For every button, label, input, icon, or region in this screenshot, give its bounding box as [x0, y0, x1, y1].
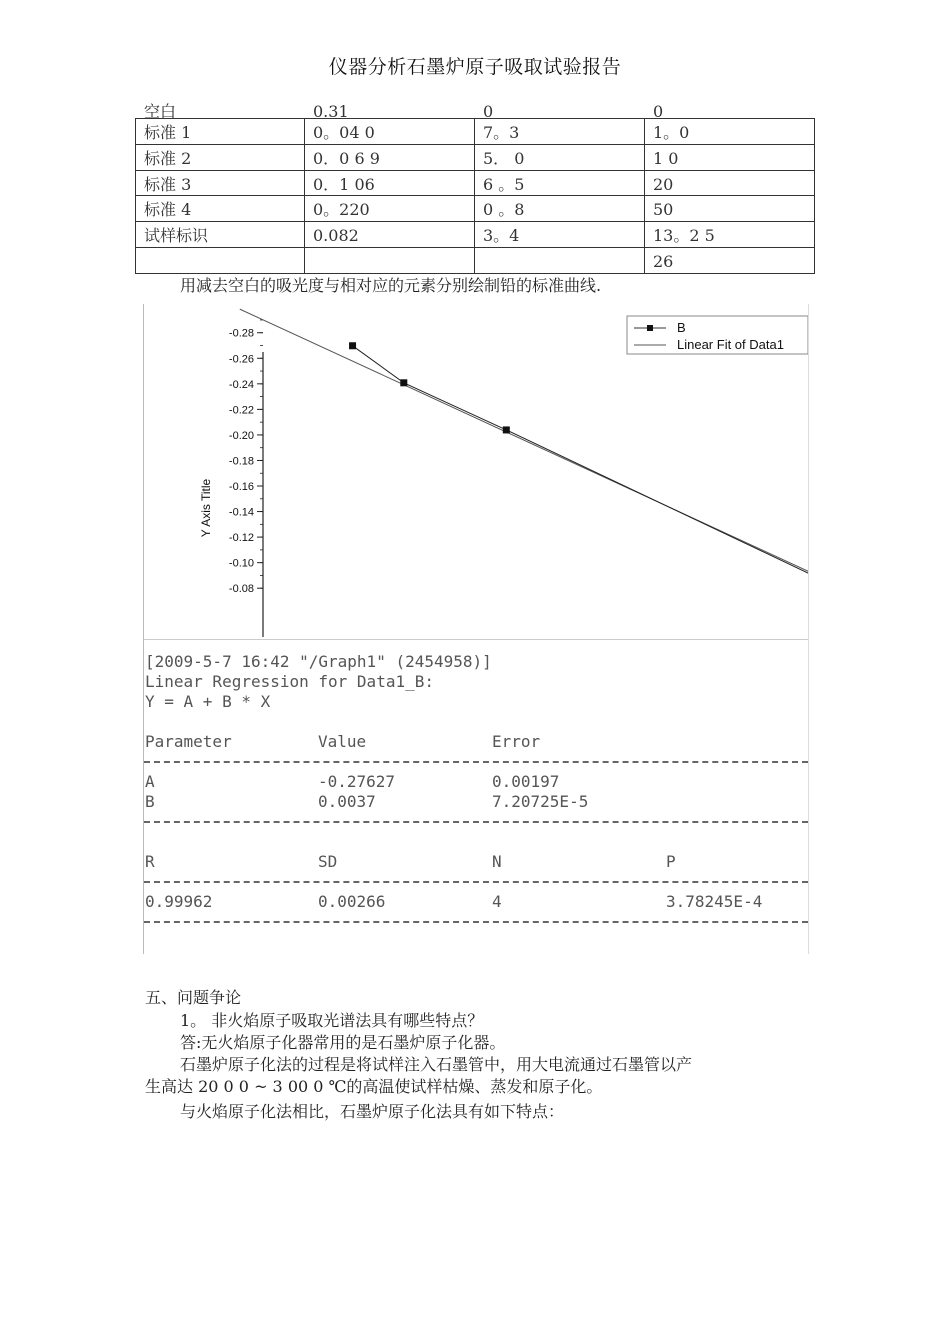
y-tick-label: -0.24: [228, 378, 254, 391]
divider: [144, 881, 808, 883]
page-title: 仪器分析石墨炉原子吸取试验报告: [328, 56, 622, 78]
table-rule: [304, 118, 305, 273]
table-rule: [474, 118, 475, 273]
param-header-parameter: Parameter: [145, 732, 232, 751]
table-cell-concentration: 0: [653, 102, 664, 121]
paragraph-line: 石墨炉原子化法的过程是将试样注入石墨管中，用大电流通过石墨管以产: [180, 1055, 693, 1074]
y-tick-label: -0.18: [228, 455, 254, 468]
table-cell-label: 标准 2: [144, 149, 192, 168]
table-cell-concentration: 50: [653, 200, 674, 219]
table-rule: [135, 118, 136, 273]
divider: [144, 761, 808, 763]
table-rule: [135, 170, 815, 171]
stat-header-p: P: [666, 852, 676, 871]
chart-legend: [627, 316, 808, 354]
table-row: [135, 221, 815, 247]
regression-header: [2009-5-7 16:42 "/Graph1" (2454958)]: [145, 652, 492, 671]
regression-equation: Y = A + B * X: [145, 692, 271, 711]
y-tick-label: -0.22: [228, 404, 254, 417]
table-cell-value-2: [474, 247, 644, 273]
y-tick-label: -0.20: [228, 429, 254, 442]
y-tick-label: -0.26: [228, 353, 254, 366]
table-row: [135, 247, 815, 273]
answer-1: 答:无火焰原子化器常用的是石墨炉原子化器。: [180, 1033, 506, 1052]
table-cell-absorbance: 0．0 6 9: [313, 149, 380, 168]
stat-value-sd: 0.00266: [318, 892, 386, 911]
table-cell-value-2: 7。3: [483, 123, 520, 142]
table-row: [135, 170, 815, 196]
table-cell-label: 标准 4: [144, 200, 192, 219]
table-cell-value-2: 5． 0: [483, 149, 525, 168]
section-heading: 五、问题争论: [145, 988, 242, 1007]
table-cell-concentration: 20: [653, 175, 674, 194]
stat-value-n: 4: [492, 892, 502, 911]
row-a-value: -0.27627: [318, 772, 396, 791]
table-row: [135, 118, 815, 144]
param-header-value: Value: [318, 732, 367, 751]
stat-header-sd: SD: [318, 852, 338, 871]
y-tick-label: -0.28: [228, 327, 254, 340]
standard-curve-chart: [144, 304, 808, 640]
table-cell-label: 标准 1: [144, 123, 192, 142]
y-tick-label: -0.08: [228, 583, 254, 596]
series-b-point: [400, 379, 407, 386]
table-cell-label: [135, 247, 304, 273]
table-rule: [644, 118, 645, 273]
series-b-point: [503, 426, 510, 433]
table-cell-absorbance: 0。220: [313, 200, 370, 219]
stat-value-p: 3.78245E-4: [666, 892, 763, 911]
regression-output: [144, 639, 808, 955]
table-cell-concentration: 1。0: [653, 123, 690, 142]
table-cell-label: 标准 3: [144, 175, 192, 194]
paragraph-line: 生高达 20 0 0 ~ 3 00 0 ℃的高温使试样枯燥、蒸发和原子化。: [145, 1077, 603, 1096]
table-cell-concentration: 1 0: [653, 149, 679, 168]
table-cell-value-2: 0 。8: [483, 200, 525, 219]
table-rule: [135, 118, 815, 119]
table-cell-absorbance: 0．1 06: [313, 175, 375, 194]
table-cell-absorbance: 0.31: [313, 102, 349, 121]
y-tick-label: -0.14: [228, 506, 254, 519]
table-cell-value-2: 6 。5: [483, 175, 525, 194]
table-cell-value-2: 3。4: [483, 226, 520, 245]
row-a-error: 0.00197: [492, 772, 560, 791]
table-cell-absorbance: 0.082: [313, 226, 359, 245]
series-b-line: [353, 346, 808, 576]
divider: [144, 921, 808, 923]
table-row: [135, 195, 815, 221]
row-b-name: B: [145, 792, 155, 811]
y-tick-label: -0.16: [228, 481, 254, 494]
table-row: [135, 144, 815, 170]
table-cell-absorbance: 0。04 0: [313, 123, 375, 142]
table-rule: [135, 221, 815, 222]
regression-method: Linear Regression for Data1_B:: [145, 672, 434, 691]
curve-intro-text: 用减去空白的吸光度与相对应的元素分别绘制铅的标准曲线.: [180, 276, 602, 295]
stat-value-r: 0.99962: [145, 892, 213, 911]
divider: [144, 821, 808, 823]
legend-fit-label: Linear Fit of Data1: [677, 337, 784, 352]
table-cell-concentration: 26: [653, 252, 674, 271]
table-rule: [814, 118, 815, 273]
series-b-point: [349, 342, 356, 349]
y-axis-label: Y Axis Title: [199, 478, 213, 538]
row-b-error: 7.20725E-5: [492, 792, 589, 811]
table-cell-concentration: 13。2 5: [653, 226, 715, 245]
table-rule: [135, 247, 815, 248]
stat-header-n: N: [492, 852, 502, 871]
stat-header-r: R: [145, 852, 155, 871]
table-cell-value-2: 0: [483, 102, 494, 121]
y-tick-label: -0.10: [228, 557, 254, 570]
table-cell-label: 空白: [144, 102, 177, 121]
question-1: 1。 非火焰原子吸取光谱法具有哪些特点？: [180, 1011, 484, 1030]
table-rule: [135, 144, 815, 145]
table-cell-label: 试样标识: [144, 226, 209, 245]
paragraph-line: 与火焰原子化法相比，石墨炉原子化法具有如下特点：: [180, 1102, 565, 1121]
row-b-value: 0.0037: [318, 792, 376, 811]
y-tick-label: -0.12: [228, 532, 254, 545]
param-header-error: Error: [492, 732, 541, 751]
standard-curve-graph: [143, 304, 809, 954]
row-a-name: A: [145, 772, 155, 791]
table-cell-absorbance: [304, 247, 474, 273]
table-rule: [135, 195, 815, 196]
legend-b-marker: [647, 325, 653, 331]
legend-b-label: B: [677, 320, 686, 335]
